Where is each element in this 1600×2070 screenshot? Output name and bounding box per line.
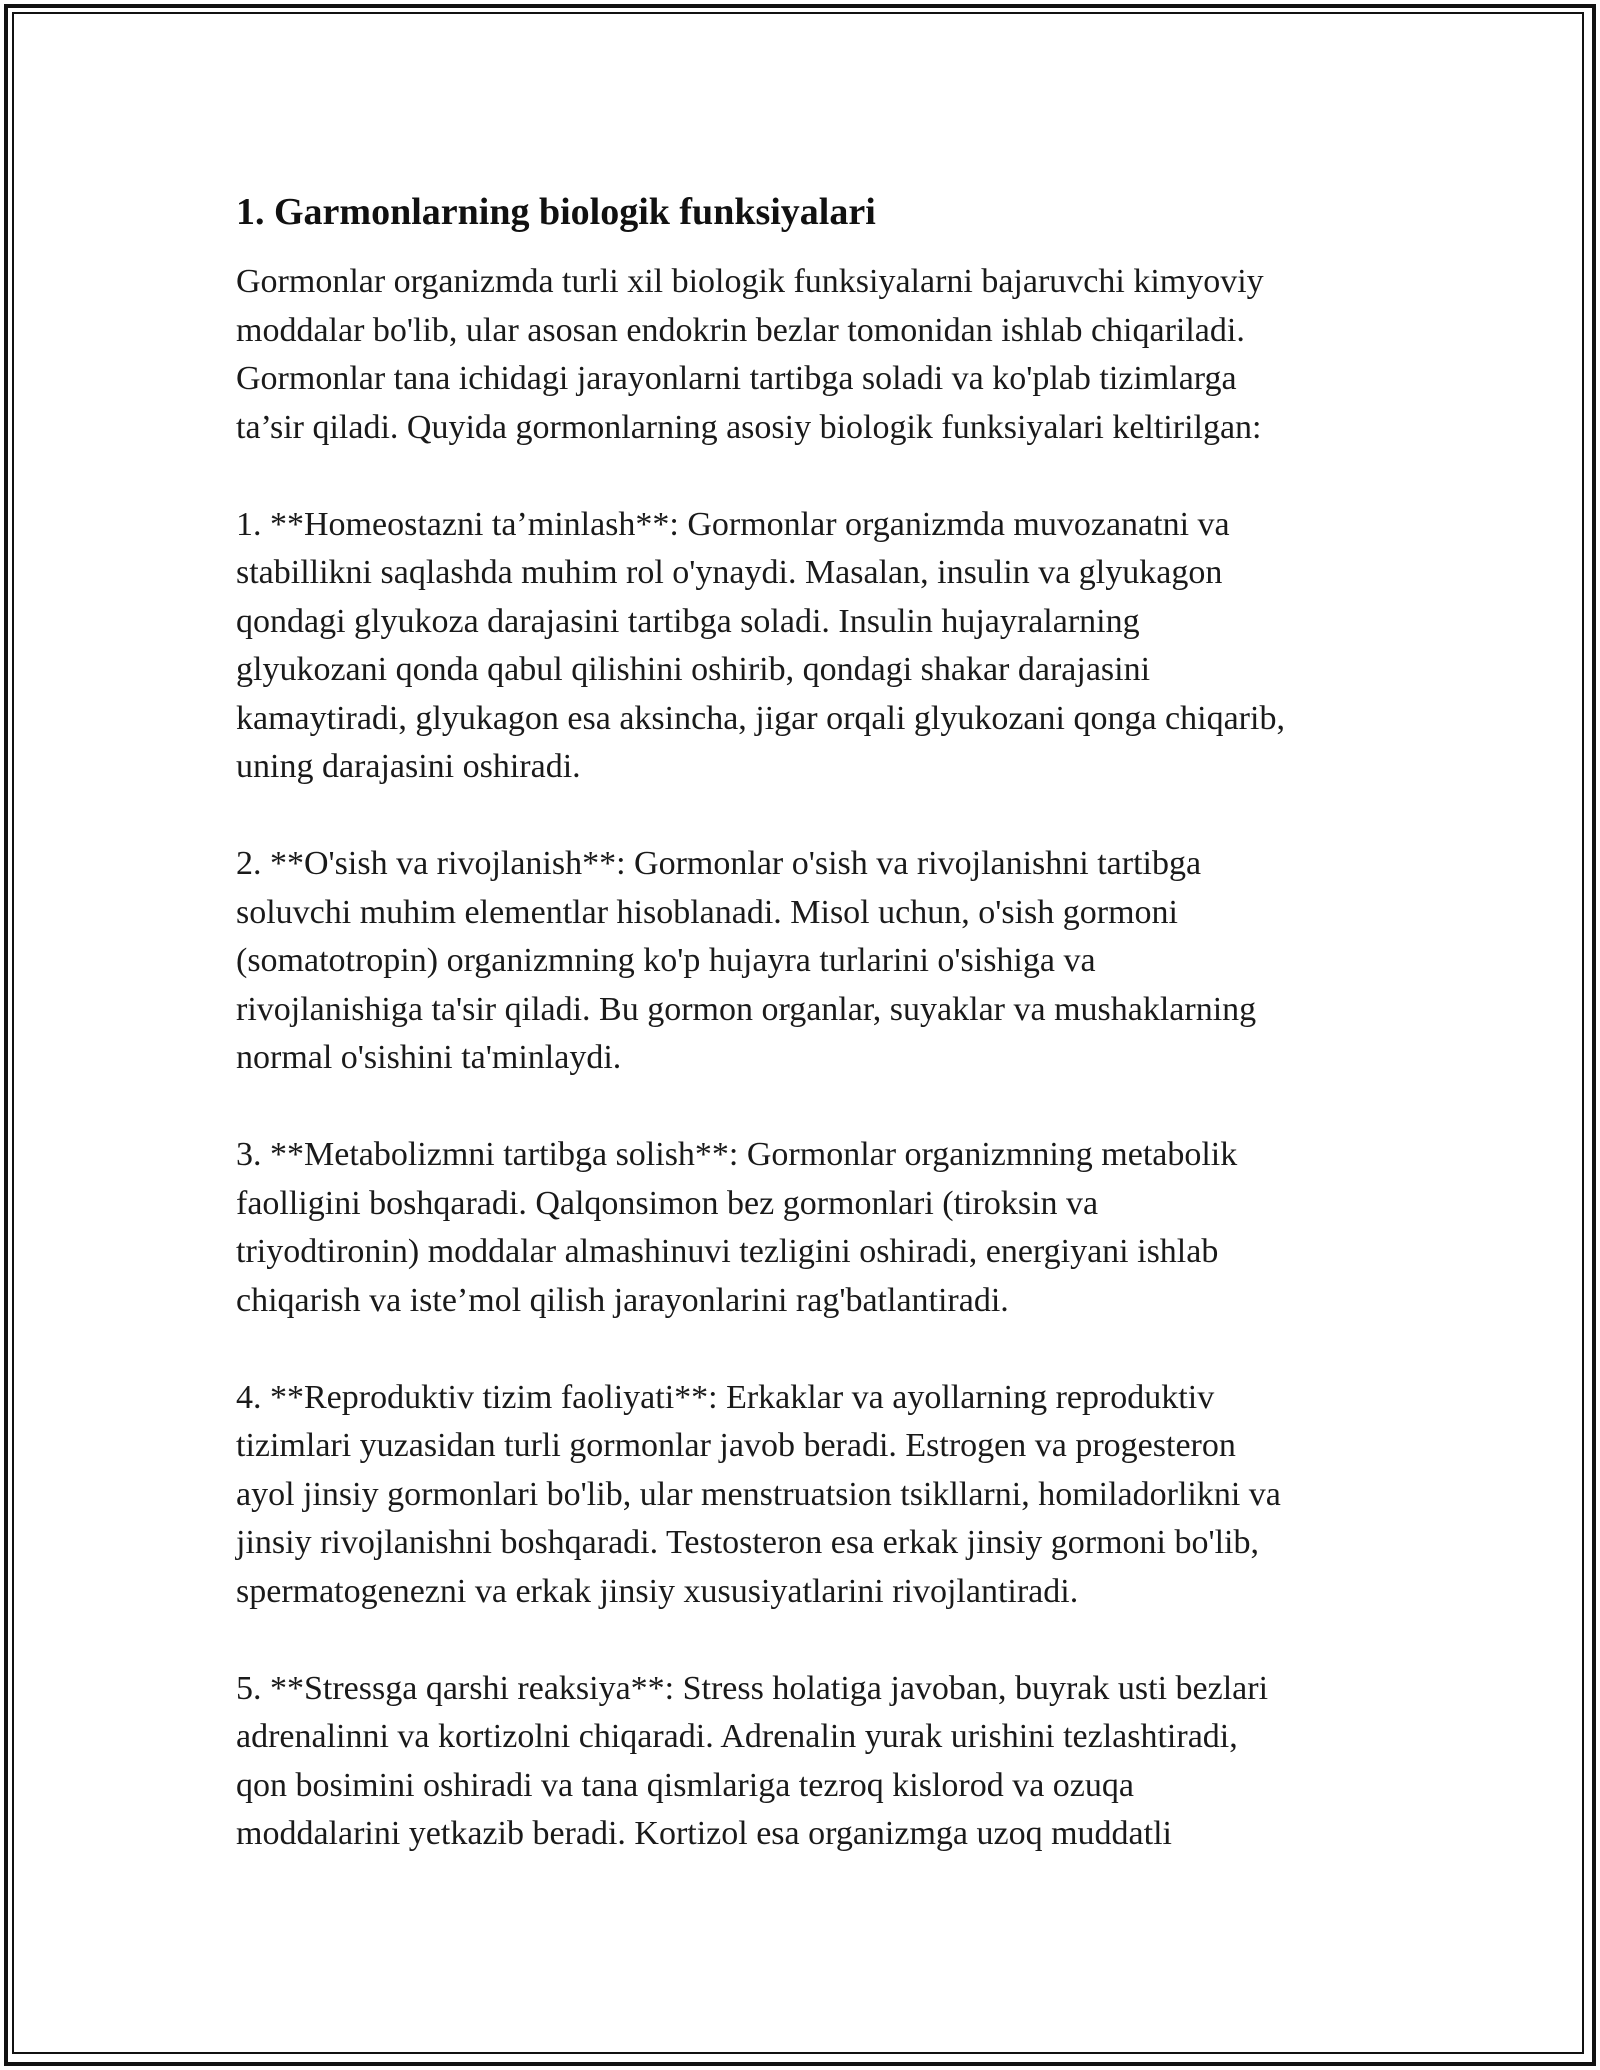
- paragraph-growth: 2. **O'sish va rivojlanish**: Gormonlar o'sish va rivojlanishni tartibga soluvchi muhim elementlar hisoblanadi. Misol uchun, o'sish gormoni (somatotropin) organizmning ko'p hujayra turlarini o'sishiga va rivojlanishiga ta'sir qiladi. Bu gormon organlar, suyaklar va mushaklarning normal o'sishini ta'minlaydi.: [236, 845, 1257, 1076]
- paragraph-homeostasis: 1. **Homeostazni ta’minlash**: Gormonlar organizmda muvozanatni va stabillikni saqlashda muhim rol o'ynaydi. Masalan, insulin va glyukagon qondagi glyukoza darajasini tartibga soladi. Insulin hujayralarning glyukozani qonda qabul qilishini oshirib, qondagi shakar darajasini kamaytiradi, glyukagon esa aksincha, jigar orqali glyukozani qonga chiqarib, uning darajasini oshiradi.: [236, 505, 1285, 785]
- intro-paragraph: Gormonlar organizmda turli xil biologik funksiyalarni bajaruvchi kimyoviy moddalar bo'lib, ular asosan endokrin bezlar tomonidan ishlab chiqariladi. Gormonlar tana ichidagi jarayonlarni tartibga soladi va ko'plab tizimlarga ta’sir qiladi. Quyida gormonlarning asosiy biologik funksiyalari keltirilgan:: [236, 263, 1264, 446]
- document-body: [236, 186, 1386, 1907]
- document-title: 1. Garmonlarning biologik funksiyalari: [236, 191, 876, 233]
- paragraph-metabolism: 3. **Metabolizmni tartibga solish**: Gormonlar organizmning metabolik faolligini boshqaradi. Qalqonsimon bez gormonlari (tiroksin va triyodtironin) moddalar almashinuvi tezligini oshiradi, energiyani ishlab chiqarish va iste’mol qilish jarayonlarini rag'batlantiradi.: [236, 1136, 1238, 1319]
- paragraph-reproductive: 4. **Reproduktiv tizim faoliyati**: Erkaklar va ayollarning reproduktiv tizimlari yuzasidan turli gormonlar javob beradi. Estrogen va progesteron ayol jinsiy gormonlari bo'lib, ular menstruatsion tsikllarni, homiladorlikni va jinsiy rivojlanishni boshqaradi. Testosteron esa erkak jinsiy gormoni bo'lib, spermatogenezni va erkak jinsiy xususiyatlarini rivojlantiradi.: [236, 1378, 1281, 1610]
- paragraph-stress: 5. **Stressga qarshi reaksiya**: Stress holatiga javoban, buyrak usti bezlari adrenalinni va kortizolni chiqaradi. Adrenalin yurak urishini tezlashtiradi, qon bosimini oshiradi va tana qismlariga tezroq kislorod va ozuqa moddalarini yetkazib beradi. Kortizol esa organizmga uzoq muddatli: [236, 1669, 1269, 1852]
